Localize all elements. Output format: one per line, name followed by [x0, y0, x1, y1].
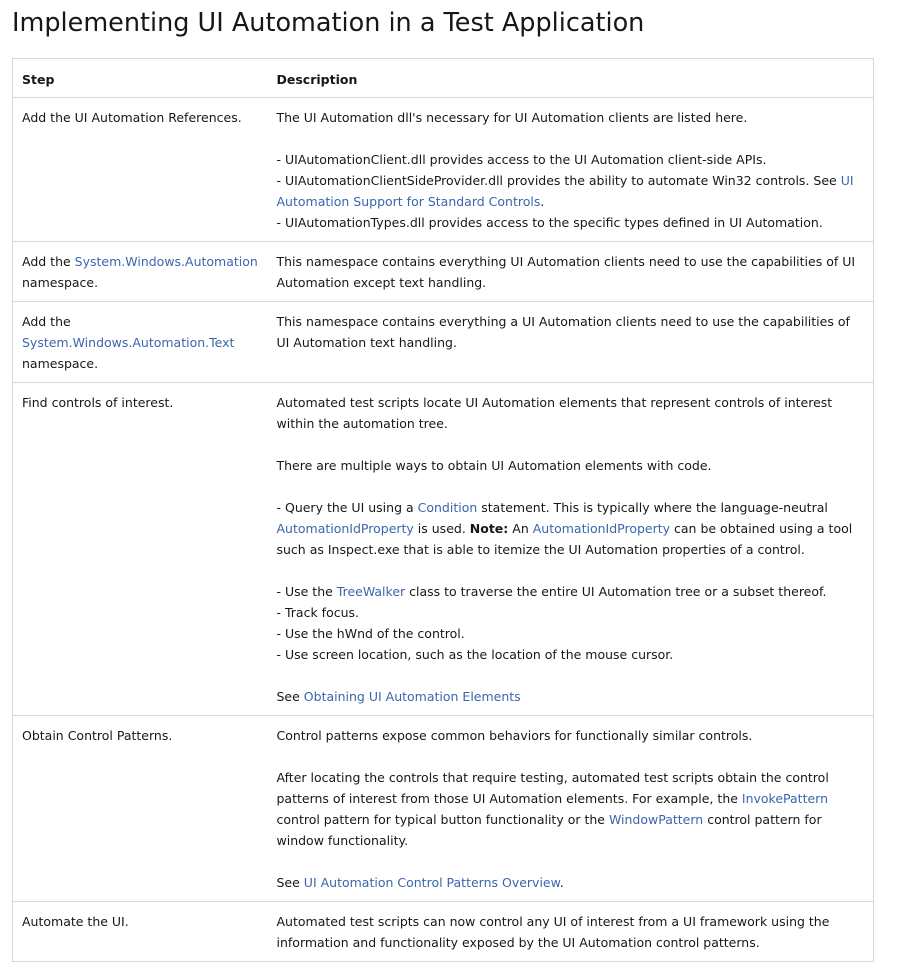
method-text: statement. This is typically where the language-neutral — [477, 500, 828, 515]
automation-id-property-link[interactable]: AutomationIdProperty — [532, 521, 671, 536]
description-cell — [268, 902, 874, 962]
condition-link[interactable]: Condition — [417, 500, 478, 515]
step-cell — [13, 716, 268, 902]
description-text: This namespace contains everything a UI Automation clients need to use the capabilities of UI Automation text handling. — [276, 314, 850, 350]
method-text: - Query the UI using a — [276, 500, 418, 515]
table-row — [13, 98, 874, 242]
see-also — [277, 872, 865, 893]
description-cell — [268, 383, 874, 716]
description-text: Automated test scripts can now control any UI of interest from a UI framework using the information and functionality exposed by the UI Automation control patterns. — [276, 914, 830, 950]
punctuation: . — [540, 194, 545, 209]
treewalker-method — [277, 581, 865, 602]
description-detail — [277, 767, 865, 851]
reference-item — [277, 170, 865, 212]
query-method — [277, 497, 865, 560]
step-text: Find controls of interest. — [22, 395, 174, 410]
method-text: is used. — [413, 521, 470, 536]
page-title: Implementing UI Automation in a Test Application — [12, 8, 645, 38]
reference-item: - UIAutomationClient.dll provides access to the UI Automation client-side APIs. — [276, 152, 767, 167]
see-text: See — [276, 689, 304, 704]
table-row — [13, 383, 874, 716]
table-row — [13, 242, 874, 302]
control-patterns-overview-link[interactable]: UI Automation Control Patterns Overview — [303, 875, 560, 890]
step-column-header: Step — [13, 59, 268, 98]
step-cell — [13, 302, 268, 383]
step-cell — [13, 902, 268, 962]
description-intro: Control patterns expose common behaviors for functionally similar controls. — [276, 728, 753, 743]
method-text: - Use the — [276, 584, 337, 599]
see-also — [277, 686, 865, 707]
detail-text: After locating the controls that require testing, automated test scripts obtain the control patterns of interest from those UI Automation elements. For example, the — [276, 770, 829, 806]
track-focus-method: - Track focus. — [276, 605, 359, 620]
step-cell — [13, 98, 268, 242]
description-cell — [268, 716, 874, 902]
reference-text: - UIAutomationClientSideProvider.dll provides the ability to automate Win32 controls. See — [276, 173, 841, 188]
automation-id-property-link[interactable]: AutomationIdProperty — [276, 521, 414, 536]
steps-table — [12, 58, 874, 962]
description-cell — [268, 242, 874, 302]
method-text: can be obtained using a tool such as Inspect.exe that is able to itemize the UI Automation properties of a control. — [276, 521, 853, 557]
description-text: There are multiple ways to obtain UI Automation elements with code. — [276, 458, 712, 473]
step-text: Obtain Control Patterns. — [22, 728, 173, 743]
description-intro: The UI Automation dll's necessary for UI Automation clients are listed here. — [276, 110, 748, 125]
step-text: Automate the UI. — [22, 914, 129, 929]
table-row — [13, 902, 874, 962]
description-column-header: Description — [268, 59, 874, 98]
description-cell — [268, 98, 874, 242]
treewalker-link[interactable]: TreeWalker — [336, 584, 406, 599]
description-cell — [268, 302, 874, 383]
system-windows-automation-link[interactable]: System.Windows.Automation — [74, 254, 258, 269]
system-windows-automation-text-link[interactable]: System.Windows.Automation.Text — [22, 335, 235, 350]
method-text: An — [508, 521, 533, 536]
invoke-pattern-link[interactable]: InvokePattern — [741, 791, 829, 806]
standard-controls-link[interactable]: UI Automation Support for Standard Controls — [276, 173, 854, 209]
step-text: Add the — [22, 254, 75, 269]
table-row — [13, 716, 874, 902]
table-row — [13, 302, 874, 383]
step-text: Add the UI Automation References. — [22, 110, 242, 125]
description-intro: Automated test scripts locate UI Automation elements that represent controls of interest within the automation tree. — [276, 395, 833, 431]
method-text: class to traverse the entire UI Automation tree or a subset thereof. — [405, 584, 827, 599]
detail-text: control pattern for typical button functionality or the — [276, 812, 609, 827]
screen-location-method: - Use screen location, such as the location of the mouse cursor. — [276, 647, 674, 662]
step-text: namespace. — [22, 275, 99, 290]
description-text: This namespace contains everything UI Automation clients need to use the capabilities of UI Automation except text handling. — [276, 254, 856, 290]
table-header-row — [13, 59, 874, 98]
reference-item: - UIAutomationTypes.dll provides access to the specific types defined in UI Automation. — [276, 215, 823, 230]
see-text: See — [276, 875, 304, 890]
detail-text: control pattern for window functionality. — [276, 812, 822, 848]
hwnd-method: - Use the hWnd of the control. — [276, 626, 465, 641]
step-cell — [13, 383, 268, 716]
punctuation: . — [559, 875, 564, 890]
step-text: Add the — [22, 314, 71, 329]
obtaining-elements-link[interactable]: Obtaining UI Automation Elements — [303, 689, 521, 704]
note-label: Note: — [469, 521, 509, 536]
step-text: namespace. — [22, 356, 99, 371]
window-pattern-link[interactable]: WindowPattern — [608, 812, 704, 827]
step-cell — [13, 242, 268, 302]
